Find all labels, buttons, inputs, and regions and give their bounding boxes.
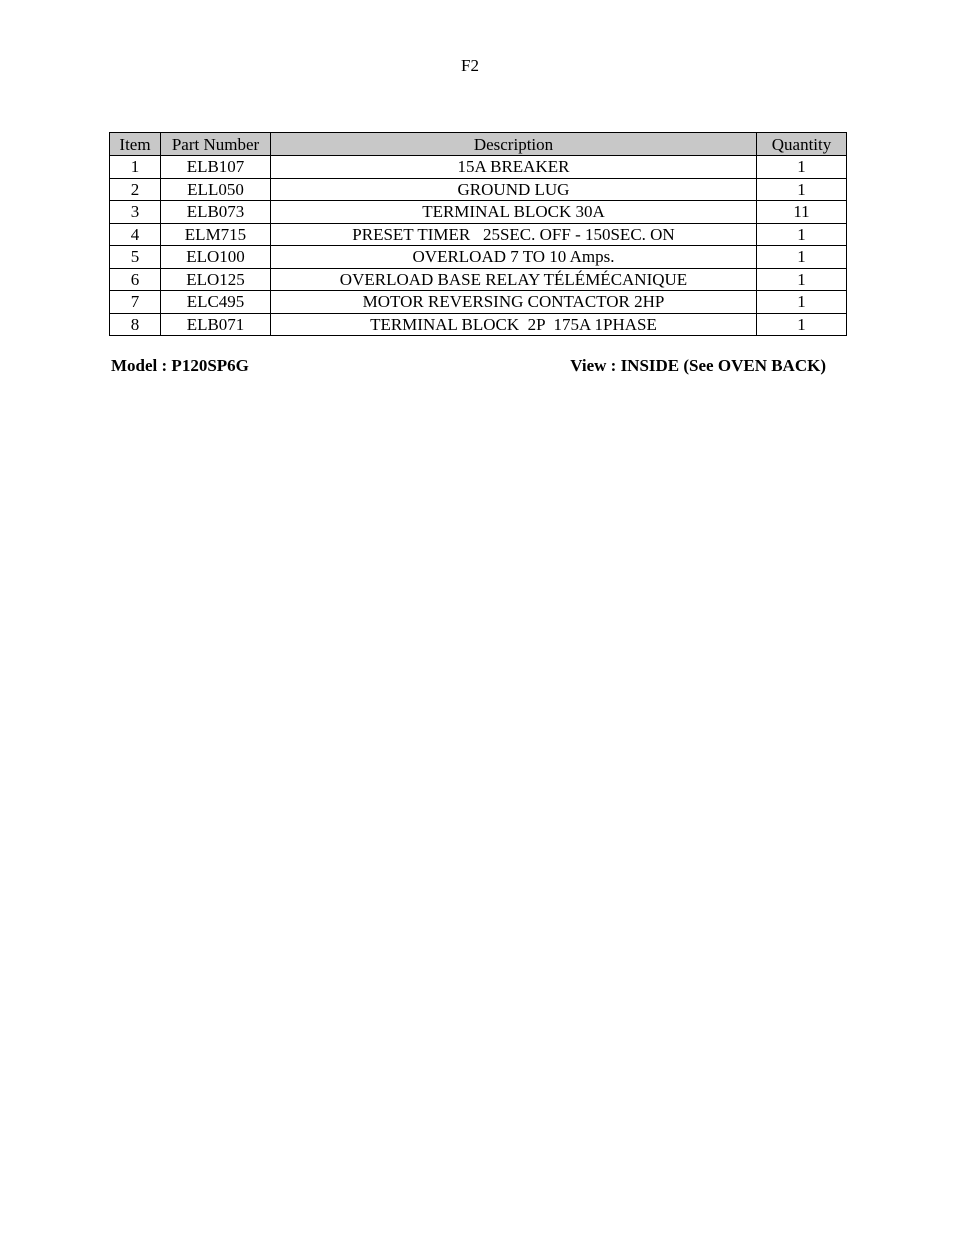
table-row bbox=[110, 268, 847, 291]
cell-description: OVERLOAD BASE RELAY TÉLÉMÉCANIQUE bbox=[271, 268, 757, 291]
table-row bbox=[110, 223, 847, 246]
cell-part-number: ELO125 bbox=[161, 268, 271, 291]
page-label: F2 bbox=[461, 56, 479, 75]
cell-item: 8 bbox=[110, 313, 161, 336]
cell-quantity: 1 bbox=[757, 268, 847, 291]
cell-part-number: ELM715 bbox=[161, 223, 271, 246]
cell-description: MOTOR REVERSING CONTACTOR 2HP bbox=[271, 291, 757, 314]
cell-description: GROUND LUG bbox=[271, 178, 757, 201]
cell-part-number: ELB107 bbox=[161, 156, 271, 179]
cell-item: 7 bbox=[110, 291, 161, 314]
column-header-item: Item bbox=[110, 133, 161, 156]
cell-description: OVERLOAD 7 TO 10 Amps. bbox=[271, 246, 757, 269]
cell-item: 2 bbox=[110, 178, 161, 201]
cell-item: 5 bbox=[110, 246, 161, 269]
cell-quantity: 1 bbox=[757, 223, 847, 246]
cell-part-number: ELC495 bbox=[161, 291, 271, 314]
cell-quantity: 1 bbox=[757, 156, 847, 179]
cell-item: 1 bbox=[110, 156, 161, 179]
table-row bbox=[110, 291, 847, 314]
cell-part-number: ELL050 bbox=[161, 178, 271, 201]
table-row bbox=[110, 313, 847, 336]
cell-quantity: 1 bbox=[757, 178, 847, 201]
cell-description: TERMINAL BLOCK 2P 175A 1PHASE bbox=[271, 313, 757, 336]
table-row bbox=[110, 246, 847, 269]
parts-table bbox=[109, 132, 847, 336]
column-header-quantity: Quantity bbox=[757, 133, 847, 156]
cell-quantity: 1 bbox=[757, 291, 847, 314]
table-header-row bbox=[110, 133, 847, 156]
cell-part-number: ELB073 bbox=[161, 201, 271, 224]
cell-item: 4 bbox=[110, 223, 161, 246]
cell-part-number: ELO100 bbox=[161, 246, 271, 269]
cell-item: 3 bbox=[110, 201, 161, 224]
cell-description: 15A BREAKER bbox=[271, 156, 757, 179]
table-row bbox=[110, 156, 847, 179]
column-header-description: Description bbox=[271, 133, 757, 156]
table-row bbox=[110, 201, 847, 224]
cell-description: TERMINAL BLOCK 30A bbox=[271, 201, 757, 224]
cell-description: PRESET TIMER 25SEC. OFF - 150SEC. ON bbox=[271, 223, 757, 246]
table-row bbox=[110, 178, 847, 201]
cell-part-number: ELB071 bbox=[161, 313, 271, 336]
cell-quantity: 11 bbox=[757, 201, 847, 224]
model-label: Model : P120SP6G bbox=[111, 356, 249, 375]
cell-quantity: 1 bbox=[757, 246, 847, 269]
cell-item: 6 bbox=[110, 268, 161, 291]
column-header-part-number: Part Number bbox=[161, 133, 271, 156]
view-label: View : INSIDE (See OVEN BACK) bbox=[570, 356, 826, 375]
cell-quantity: 1 bbox=[757, 313, 847, 336]
